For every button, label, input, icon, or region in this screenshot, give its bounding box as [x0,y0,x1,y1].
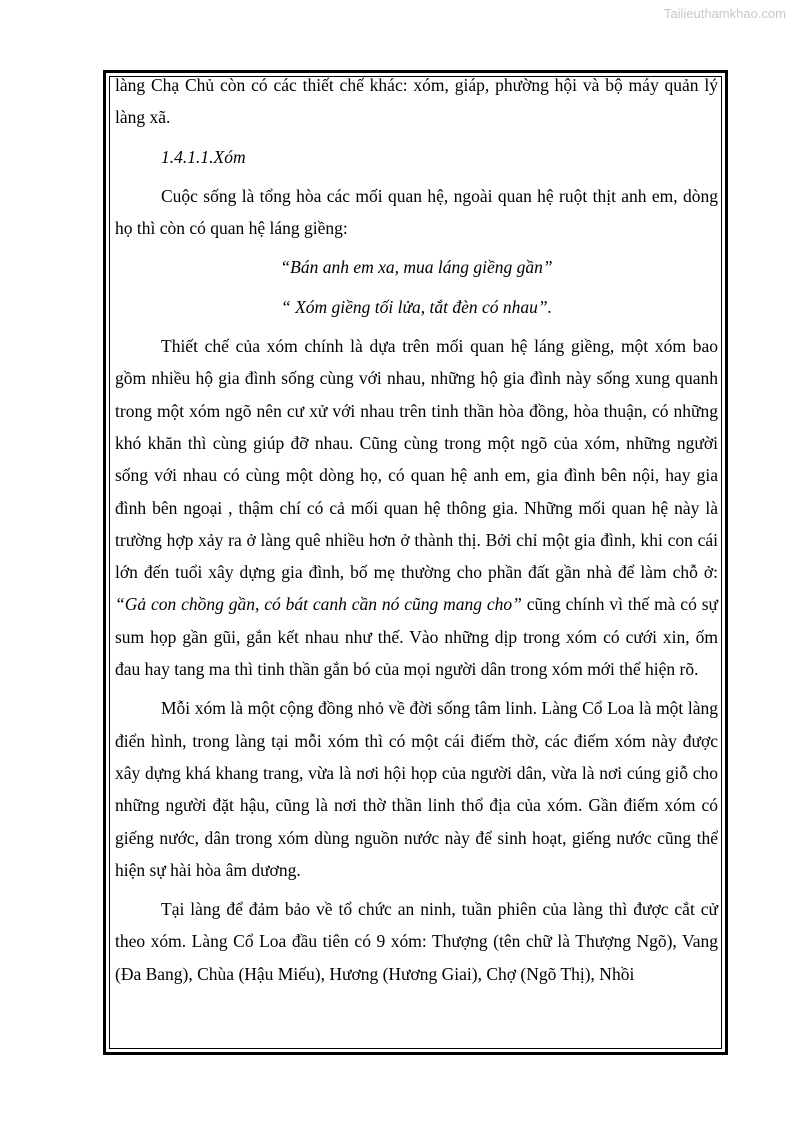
proverb-quote-2: “ Xóm giềng tối lửa, tắt đèn có nhau”. [280,296,553,317]
paragraph-security: Tại làng để đảm bảo về tổ chức an ninh, tuần phiên của làng thì được cắt cử theo xóm. Làng Cổ Loa đầu tiên có 9 xóm: Thượng (tên chữ là Thượng Ngõ), Vang (Đa Bang), Chùa (Hậu Miếu), Hương (Hương Giai), Chợ (Ngõ Thị), Nhồi [115,899,718,984]
watermark-text: Tailieuthamkhao.com [663,6,786,21]
paragraph-intro: Cuộc sống là tổng hòa các mối quan hệ, ngoài quan hệ ruột thịt anh em, dòng họ thì còn có quan hệ láng giềng: [115,185,718,239]
paragraph-neighborhood [115,330,718,685]
paragraph-spiritual: Mỗi xóm là một cộng đồng nhỏ về đời sống tâm linh. Làng Cổ Loa là một làng điển hình, trong làng tại mỗi xóm thì có một cái điếm thờ, các điếm xóm này được xây dựng khá khang trang, vừa là nơi hội họp của người dân, vừa là nơi cúng giỗ cho những người đặt hậu, cũng là nơi thờ thần linh thổ địa của xóm. Gần điếm xóm có giếng nước, dân trong xóm dùng nguồn nước này để sinh hoạt, giếng nước cũng thể hiện sự hài hòa âm dương. [115,698,718,880]
inline-proverb: “Gả con chồng gần, có bát canh cần nó cũng mang cho” [115,594,522,615]
paragraph-continuation: làng Chạ Chủ còn có các thiết chế khác: xóm, giáp, phường hội và bộ máy quản lý làng xã. [115,75,718,128]
section-heading: 1.4.1.1.Xóm [161,146,246,167]
proverb-quote-1: “Bán anh em xa, mua láng giềng gần” [280,257,553,278]
paragraph-text: Thiết chế của xóm chính là dựa trên mối quan hệ láng giềng, một xóm bao gồm nhiều hộ gia đình sống cùng với nhau, những hộ gia đình này sống xung quanh trong một xóm ngõ nên cư xử với nhau trên tinh thần hòa đồng, hòa thuận, có những khó khăn thì cùng giúp đỡ nhau. Cũng cùng trong một ngõ của xóm, những người sống với nhau có cùng một dòng họ, có quan hệ anh em, gia đình bên nội, hay gia đình bên ngoại , thậm chí có cả mối quan hệ thông gia. Những mối quan hệ này là trường hợp xảy ra ở làng quê nhiều hơn ở thành thị. Bởi chỉ một gia đình, khi con cái lớn đến tuổi xây dựng gia đình, bố mẹ thường cho phần đất gần nhà để làm chỗ ở: [115,336,718,583]
paragraph-text: cũng chính vì thế mà có sự sum họp gần gũi, gắn kết nhau như thế. Vào những dịp trong xóm có cưới xin, ốm đau hay tang ma thì tinh thần gắn bó của mọi người dân trong xóm mới thể hiện rõ. [115,594,718,680]
document-body [115,69,718,990]
